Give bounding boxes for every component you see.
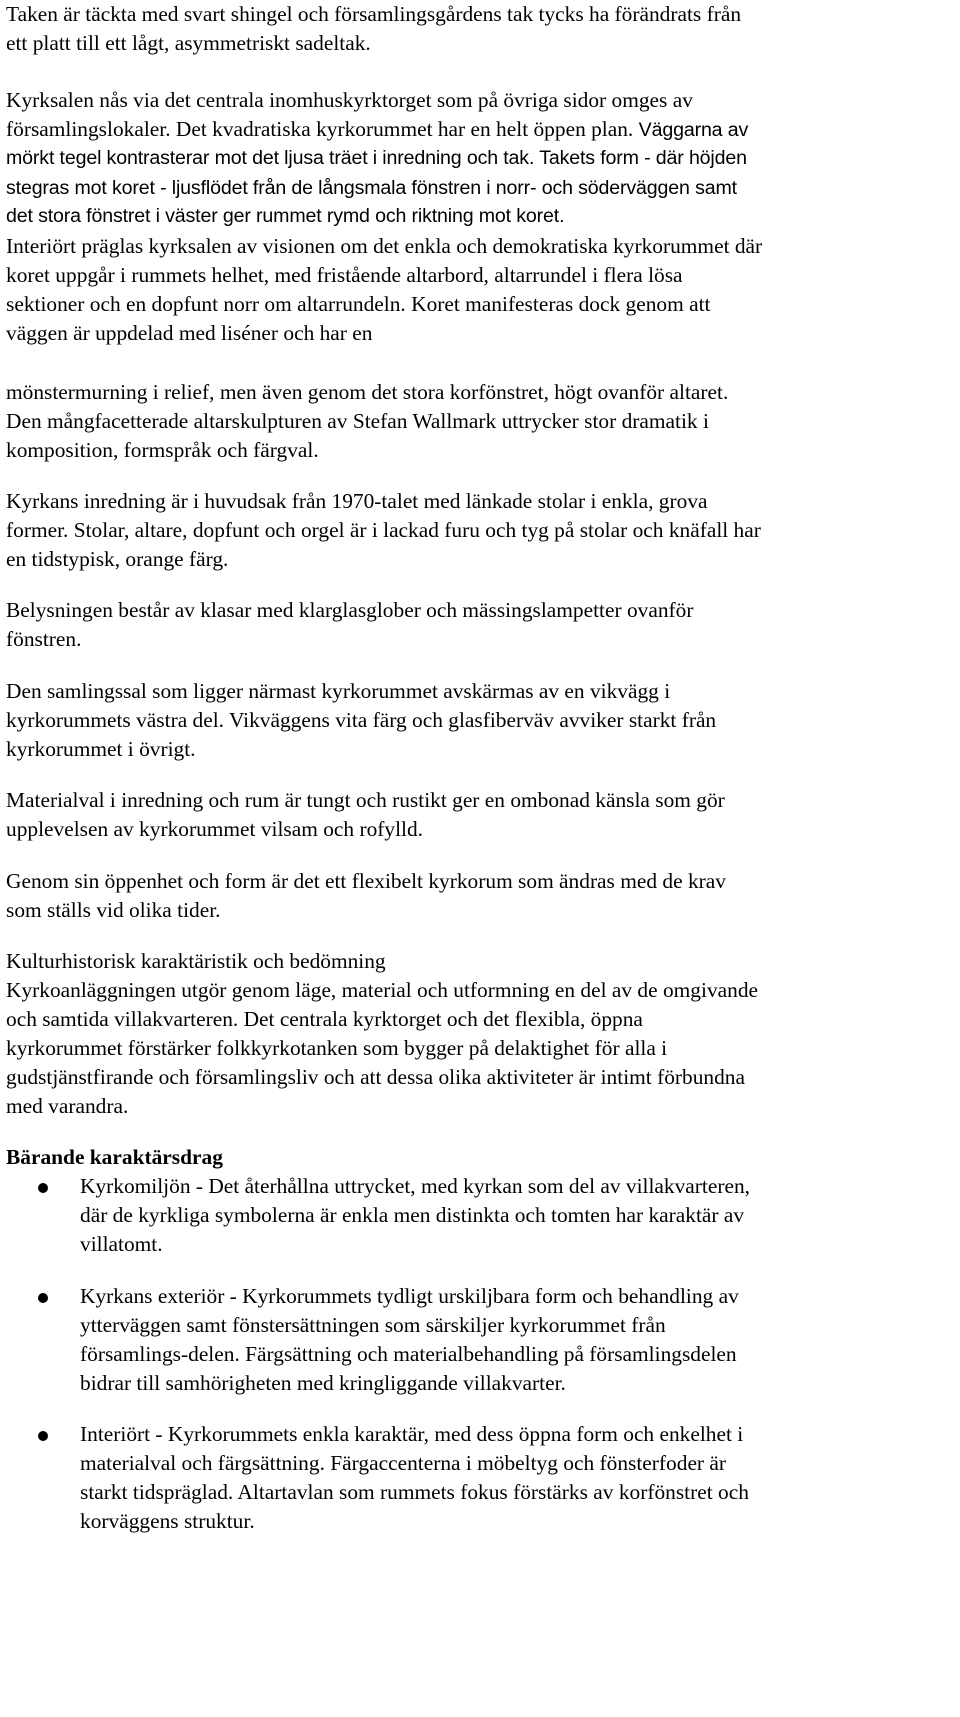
section-heading-bold: Bärande karaktärsdrag <box>6 1145 223 1169</box>
text-line <box>6 119 748 141</box>
bullet-icon <box>38 1183 48 1193</box>
text-line: ett platt till ett lågt, asymmetriskt sadeltak. <box>6 31 371 55</box>
text-line: komposition, formspråk och färgval. <box>6 438 319 462</box>
text-line: Taken är täckta med svart shingel och församlingsgårdens tak tycks ha förändrats från <box>6 2 742 26</box>
list-item-line: församlings-delen. Färgsättning och materialbehandling på församlingsdelen <box>80 1342 737 1366</box>
text-line: och samtida villakvarteren. Det centrala kyrktorget och det flexibla, öppna <box>6 1007 643 1031</box>
bullet-icon <box>38 1431 48 1441</box>
text-line: stegras mot koret - ljusflödet från de långsmala fönstren i norr- och söderväggen samt <box>6 177 737 199</box>
text-line: det stora fönstret i väster ger rummet rymd och riktning mot koret. <box>6 205 565 227</box>
list-item-line: där de kyrkliga symbolerna är enkla men distinkta och tomten har karaktär av <box>80 1203 745 1227</box>
text-line: Interiört präglas kyrksalen av visionen om det enkla och demokratiska kyrkorummet där <box>6 234 763 258</box>
text-run: Takets form - där höjden <box>539 147 747 169</box>
list-item-line: ytterväggen samt fönstersättningen som särskiljer kyrkorummet från <box>80 1313 666 1337</box>
text-line: gudstjänstfirande och församlingsliv och att dessa olika aktiviteter är intimt förbundna <box>6 1065 745 1089</box>
text-line: Kyrkoanläggningen utgör genom läge, material och utformning en del av de omgivande <box>6 978 759 1002</box>
text-line: kyrkorummet förstärker folkkyrkotanken som bygger på delaktighet för alla i <box>6 1036 668 1060</box>
text-line: upplevelsen av kyrkorummet vilsam och rofylld. <box>6 817 424 841</box>
text-line: väggen är uppdelad med liséner och har en <box>6 321 373 345</box>
text-run: Väggarna av <box>638 119 749 141</box>
text-line: Den mångfacetterade altarskulpturen av Stefan Wallmark uttrycker stor dramatik i <box>6 409 709 433</box>
text-line: mönstermurning i relief, men även genom det stora korfönstret, högt ovanför altaret. <box>6 380 729 404</box>
text-line: former. Stolar, altare, dopfunt och orgel är i lackad furu och tyg på stolar och knäfall har <box>6 518 761 542</box>
text-line: kyrkorummet i övrigt. <box>6 737 196 761</box>
list-item-line: materialval och färgsättning. Färgaccenterna i möbeltyg och fönsterfoder är <box>80 1451 727 1475</box>
text-run: mörkt tegel kontrasterar mot det ljusa träet i inredning och tak. <box>6 147 535 169</box>
text-line <box>6 149 747 169</box>
text-line: Genom sin öppenhet och form är det ett flexibelt kyrkorum som ändras med de krav <box>6 869 726 893</box>
list-item-line: Kyrkomiljön - Det återhållna uttrycket, med kyrkan som del av villakvarteren, <box>80 1174 751 1198</box>
text-line: Kyrkans inredning är i huvudsak från 1970-talet med länkade stolar i enkla, grova <box>6 489 708 513</box>
list-item-line: starkt tidspräglad. Altartavlan som rummets fokus förstärks av korfönstret och <box>80 1480 749 1504</box>
text-line: Belysningen består av klasar med klarglasglober och mässingslampetter ovanför <box>6 598 694 622</box>
text-line: sektioner och en dopfunt norr om altarrundeln. Koret manifesteras dock genom att <box>6 292 711 316</box>
section-heading: Kulturhistorisk karaktäristik och bedömning <box>6 949 386 973</box>
list-item-line: villatomt. <box>80 1232 163 1256</box>
text-run: församlingslokaler. Det kvadratiska kyrkorummet har en helt öppen plan. <box>6 117 634 141</box>
list-item-line: korväggens struktur. <box>80 1509 255 1533</box>
list-item-line: Kyrkans exteriör - Kyrkorummets tydligt urskiljbara form och behandling av <box>80 1284 739 1308</box>
list-item-line: Interiört - Kyrkorummets enkla karaktär, med dess öppna form och enkelhet i <box>80 1422 744 1446</box>
text-line: Materialval i inredning och rum är tungt och rustikt ger en ombonad känsla som gör <box>6 788 725 812</box>
text-line: med varandra. <box>6 1094 129 1118</box>
text-line: koret uppgår i rummets helhet, med fristående altarbord, altarrundel i flera lösa <box>6 263 683 287</box>
text-line: kyrkorummets västra del. Vikväggens vita färg och glasfiberväv avviker starkt från <box>6 708 717 732</box>
text-line: Den samlingssal som ligger närmast kyrkorummet avskärmas av en vikvägg i <box>6 679 671 703</box>
bullet-icon <box>38 1293 48 1303</box>
list-item-line: bidrar till samhörigheten med kringliggande villakvarter. <box>80 1371 566 1395</box>
text-line: som ställs vid olika tider. <box>6 898 221 922</box>
text-line: fönstren. <box>6 627 82 651</box>
text-line: Kyrksalen nås via det centrala inomhuskyrktorget som på övriga sidor omges av <box>6 88 693 112</box>
text-line: en tidstypisk, orange färg. <box>6 547 229 571</box>
